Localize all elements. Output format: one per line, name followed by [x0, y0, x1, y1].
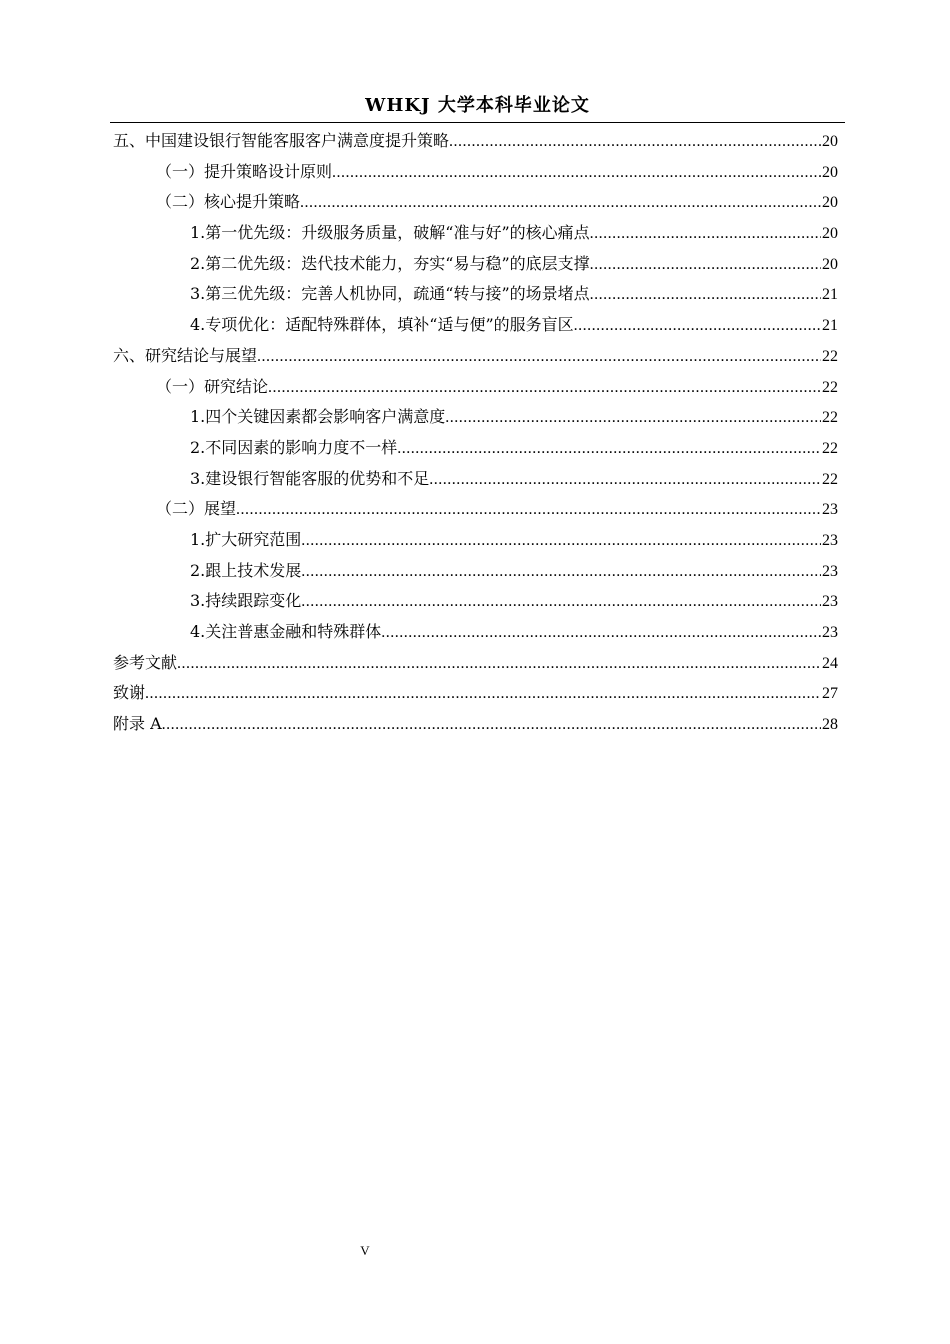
toc-entry-title: 六、研究结论与展望 [113, 345, 258, 365]
toc-dot-leader [574, 311, 821, 342]
toc-entry-title: 4.关注普惠金融和特殊群体 [190, 622, 382, 641]
toc-dot-leader [177, 649, 821, 680]
toc-entry[interactable] [113, 617, 838, 648]
toc-entry-page: 20 [822, 225, 838, 243]
toc-entry[interactable] [113, 525, 838, 556]
toc-dot-leader [301, 526, 821, 557]
toc-entry-title: 2.不同因素的影响力度不一样 [190, 437, 398, 457]
toc-dot-leader [397, 434, 821, 465]
toc-entry-title: （二）展望 [156, 499, 237, 519]
toc-entry-page: 23 [822, 531, 838, 549]
toc-dot-leader [145, 679, 821, 710]
toc-entry[interactable] [113, 586, 838, 617]
toc-entry[interactable] [113, 372, 838, 403]
toc-entry[interactable] [113, 126, 838, 157]
toc-entry[interactable] [113, 341, 838, 372]
toc-entry[interactable] [113, 709, 838, 740]
toc-dot-leader [301, 557, 821, 588]
toc-dot-leader [268, 373, 821, 404]
toc-dot-leader [162, 710, 821, 741]
toc-entry-title: 参考文献 [113, 652, 178, 672]
toc-entry[interactable] [113, 279, 838, 310]
toc-entry-page: 23 [822, 562, 838, 580]
toc-entry[interactable] [113, 157, 838, 188]
toc-entry[interactable] [113, 678, 838, 709]
toc-dot-leader [449, 127, 821, 158]
toc-dot-leader [445, 403, 821, 434]
toc-entry-page: 20 [822, 194, 838, 212]
toc-entry-page: 21 [822, 286, 838, 304]
toc-entry[interactable] [113, 218, 838, 249]
toc-entry-title: 3.第三优先级：完善人机协同，疏通“转与接”的场景堵点 [190, 284, 590, 304]
toc-entry-page: 20 [822, 255, 838, 273]
toc-entry-page: 24 [822, 654, 838, 672]
toc-entry-title: 4.专项优化：适配特殊群体，填补“适与便”的服务盲区 [190, 315, 574, 335]
toc-entry-title: 附录 A [113, 714, 162, 734]
toc-entry-title: 1.扩大研究范围 [190, 529, 302, 549]
toc-entry-title: （二）核心提升策略 [156, 192, 301, 212]
toc-dot-leader [590, 280, 821, 311]
toc-dot-leader [590, 219, 821, 250]
toc-entry-page: 23 [822, 501, 838, 519]
toc-dot-leader [257, 342, 821, 373]
toc-entry[interactable] [113, 464, 838, 495]
toc-dot-leader [301, 587, 821, 618]
table-of-contents [113, 126, 838, 740]
toc-entry-title: 3.建设银行智能客服的优势和不足 [190, 468, 430, 488]
toc-dot-leader [381, 618, 821, 649]
toc-dot-leader [590, 250, 821, 281]
toc-entry[interactable] [113, 310, 838, 341]
toc-entry-page: 22 [822, 439, 838, 457]
toc-dot-leader [332, 158, 821, 189]
toc-entry[interactable] [113, 402, 838, 433]
toc-entry-title: 1.四个关键因素都会影响客户满意度 [190, 407, 446, 427]
toc-dot-leader [300, 188, 821, 219]
header-divider [110, 122, 845, 123]
toc-entry-title: （一）研究结论 [156, 376, 269, 396]
toc-entry-title: 2.第二优先级：迭代技术能力，夯实“易与稳”的底层支撑 [190, 253, 590, 273]
toc-entry-page: 23 [822, 624, 838, 641]
toc-entry[interactable] [113, 494, 838, 525]
toc-entry[interactable] [113, 249, 838, 280]
toc-entry-title: 五、中国建设银行智能客服客户满意度提升策略 [113, 131, 450, 150]
toc-entry-page: 23 [822, 593, 838, 611]
toc-entry[interactable] [113, 433, 838, 464]
toc-entry-page: 20 [822, 133, 838, 150]
toc-entry-title: （一）提升策略设计原则 [156, 161, 333, 181]
toc-entry-title: 致谢 [113, 683, 146, 703]
toc-entry-page: 22 [822, 378, 838, 396]
toc-entry[interactable] [113, 556, 838, 587]
toc-entry-title: 2.跟上技术发展 [190, 560, 302, 580]
toc-entry-page: 22 [822, 347, 838, 365]
page-number: V [360, 1243, 370, 1258]
toc-entry-page: 22 [822, 409, 838, 427]
toc-dot-leader [236, 495, 821, 526]
toc-entry-page: 22 [822, 470, 838, 488]
toc-entry-page: 27 [822, 685, 838, 703]
toc-entry[interactable] [113, 648, 838, 679]
toc-dot-leader [429, 465, 821, 496]
toc-entry-page: 20 [822, 163, 838, 181]
toc-entry-page: 28 [822, 716, 838, 734]
page-header-title: WHKJ 大学本科毕业论文 [365, 95, 590, 116]
toc-entry-title: 1.第一优先级：升级服务质量，破解“准与好”的核心痛点 [190, 223, 590, 243]
toc-entry-page: 21 [822, 317, 838, 335]
toc-entry-title: 3.持续跟踪变化 [190, 591, 302, 611]
toc-entry[interactable] [113, 187, 838, 218]
